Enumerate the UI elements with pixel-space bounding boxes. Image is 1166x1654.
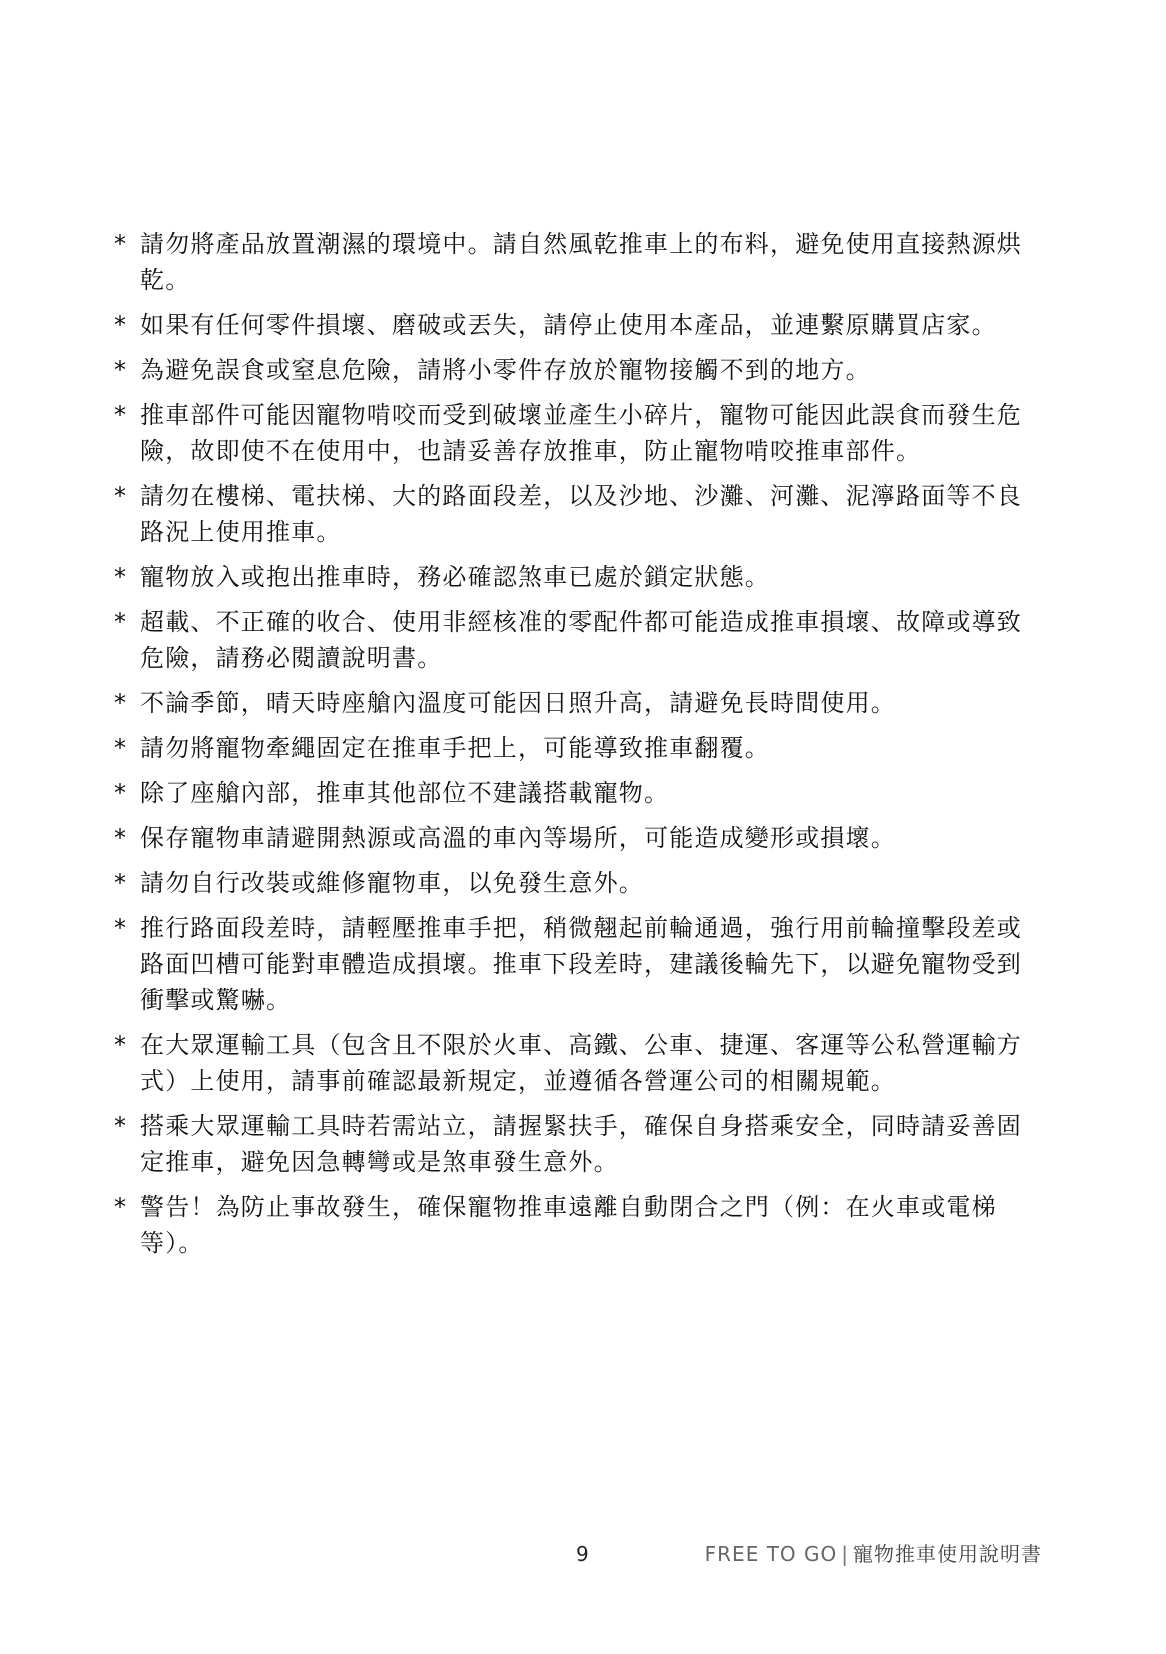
bullet-marker: * (114, 914, 128, 942)
list-item-text: 保存寵物車請避開熱源或高溫的車內等場所，可能造成變形或損壞。 (140, 824, 896, 852)
list-item-text: 如果有任何零件損壞、磨破或丟失，請停止使用本產品，並連繫原購買店家。 (140, 311, 997, 339)
list-item-text: 在大眾運輸工具（包含且不限於火車、高鐵、公車、捷運、客運等公私營運輸方式）上使用，請事前確認最新規定，並遵循各營運公司的相關規範。 (140, 1031, 1022, 1095)
list-item (114, 910, 1042, 1018)
bullet-marker: * (114, 1112, 128, 1140)
bullet-marker: * (114, 1193, 128, 1221)
list-item-text: 請勿在樓梯、電扶梯、大的路面段差，以及沙地、沙灘、河灘、泥濘路面等不良路況上使用推車。 (140, 482, 1022, 546)
list-item (114, 865, 1042, 901)
list-item (114, 604, 1042, 676)
bullet-marker: * (114, 401, 128, 429)
bullet-marker: * (114, 1031, 128, 1059)
list-item (114, 478, 1042, 550)
list-item (114, 352, 1042, 388)
bullet-marker: * (114, 824, 128, 852)
page-number: 9 (576, 1542, 589, 1566)
list-item (114, 226, 1042, 298)
list-item (114, 820, 1042, 856)
list-item (114, 685, 1042, 721)
list-item-text: 搭乘大眾運輸工具時若需站立，請握緊扶手，確保自身搭乘安全，同時請妥善固定推車，避免因急轉彎或是煞車發生意外。 (140, 1112, 1022, 1176)
bullet-marker: * (114, 608, 128, 636)
list-item-text: 不論季節，晴天時座艙內溫度可能因日照升高，請避免長時間使用。 (140, 689, 896, 717)
list-item-text: 請勿將寵物牽繩固定在推車手把上，可能導致推車翻覆。 (140, 734, 770, 762)
bullet-marker: * (114, 563, 128, 591)
bullet-marker: * (114, 869, 128, 897)
bullet-marker: * (114, 734, 128, 762)
bullet-marker: * (114, 689, 128, 717)
list-item-text: 為避免誤食或窒息危險，請將小零件存放於寵物接觸不到的地方。 (140, 356, 871, 384)
list-item (114, 307, 1042, 343)
footer-title (705, 1538, 1042, 1570)
footer-brand: FREE TO GO (704, 1542, 838, 1566)
list-item (114, 1189, 1042, 1261)
bullet-marker: * (114, 356, 128, 384)
list-item-text: 推行路面段差時，請輕壓推車手把，稍微翹起前輪通過，強行用前輪撞擊段差或路面凹槽可能對車體造成損壞。推車下段差時，建議後輪先下，以避免寵物受到衝擊或驚嚇。 (140, 914, 1022, 1014)
footer-subtitle: 寵物推車使用說明書 (853, 1542, 1042, 1566)
list-item (114, 397, 1042, 469)
bullet-marker: * (114, 779, 128, 807)
list-item (114, 730, 1042, 766)
bullet-marker: * (114, 482, 128, 510)
page-footer (0, 1538, 1166, 1574)
list-item (114, 1027, 1042, 1099)
list-item-text: 請勿將產品放置潮濕的環境中。請自然風乾推車上的布料，避免使用直接熱源烘乾。 (140, 230, 1022, 294)
list-item-text: 超載、不正確的收合、使用非經核准的零配件都可能造成推車損壞、故障或導致危險，請務必閱讀說明書。 (140, 608, 1022, 672)
footer-separator: | (841, 1542, 849, 1566)
list-item-text: 請勿自行改裝或維修寵物車，以免發生意外。 (140, 869, 644, 897)
list-item (114, 559, 1042, 595)
list-item (114, 1108, 1042, 1180)
list-item-text: 警告！為防止事故發生，確保寵物推車遠離自動閉合之門（例：在火車或電梯等）。 (140, 1193, 997, 1257)
list-item-text: 寵物放入或抱出推車時，務必確認煞車已處於鎖定狀態。 (140, 563, 770, 591)
safety-notice-list (114, 226, 1042, 1270)
bullet-marker: * (114, 311, 128, 339)
list-item (114, 775, 1042, 811)
list-item-text: 除了座艙內部，推車其他部位不建議搭載寵物。 (140, 779, 670, 807)
list-item-text: 推車部件可能因寵物啃咬而受到破壞並產生小碎片，寵物可能因此誤食而發生危險，故即使不在使用中，也請妥善存放推車，防止寵物啃咬推車部件。 (140, 401, 1022, 465)
bullet-marker: * (114, 230, 128, 258)
